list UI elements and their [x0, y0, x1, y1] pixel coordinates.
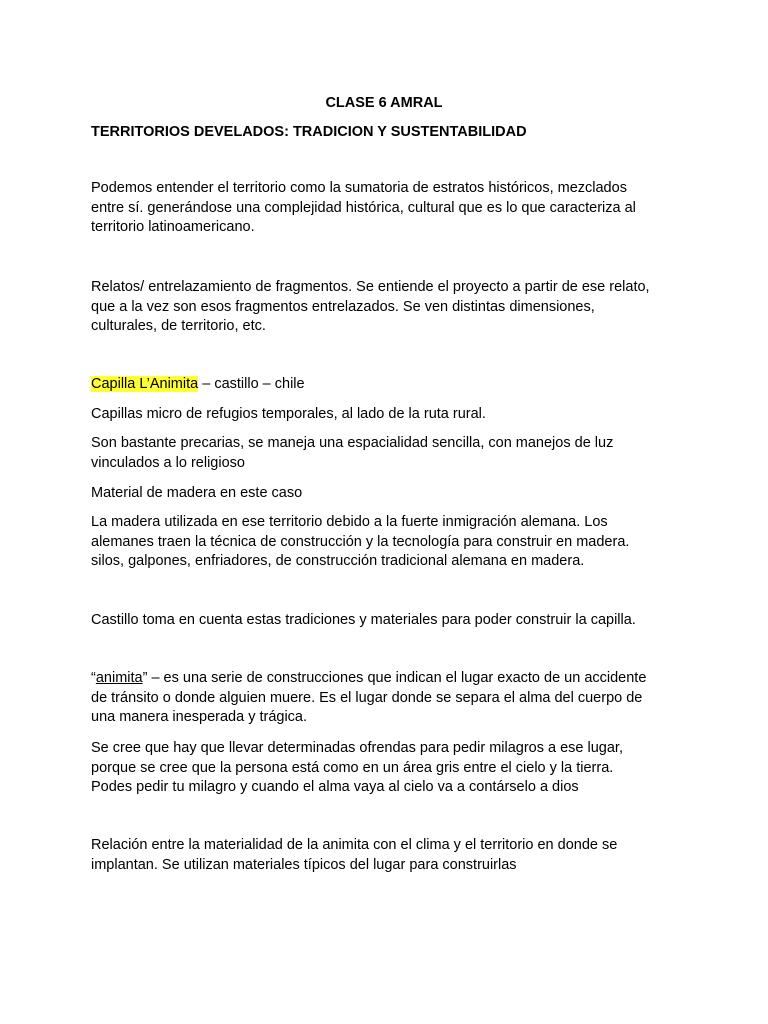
underlined-term: animita [95, 670, 143, 686]
text-line: alemanes traen la técnica de construcción y la tecnología para construir en madera. [91, 533, 630, 550]
text-line: porque se cree que la persona está como en un área gris entre el cielo y la tierra. [91, 759, 614, 776]
text-line: territorio latinoamericano. [91, 219, 255, 236]
paragraph-territorio [91, 179, 681, 238]
text-line: – castillo – chile [198, 376, 305, 392]
text-line: Material de madera en este caso [91, 485, 303, 501]
text-line: “ [91, 670, 96, 686]
text-line: culturales, de territorio, etc. [91, 318, 266, 335]
text-line: Se cree que hay que llevar determinadas ofrendas para pedir milagros a ese lugar, [91, 740, 623, 756]
document-subtitle: TERRITORIOS DEVELADOS: TRADICION Y SUSTENTABILIDAD [91, 124, 527, 140]
paragraph-madera [91, 513, 681, 572]
text-line: Relatos/ entrelazamiento de fragmentos. Se entiende el proyecto a partir de ese relato, [91, 279, 650, 295]
text-line: una manera inesperada y trágica. [91, 709, 308, 726]
text-line: Capillas micro de refugios temporales, al lado de la ruta rural. [91, 406, 486, 422]
text-line: ” – es una serie de construcciones que indican el lugar exacto de un accidente [142, 670, 647, 686]
paragraph-material [91, 484, 681, 504]
text-line: Son bastante precarias, se maneja una espacialidad sencilla, con manejos de luz [91, 435, 614, 451]
paragraph-animita [91, 669, 681, 728]
paragraph-ofrendas [91, 739, 681, 798]
paragraph-precarias [91, 434, 681, 473]
paragraph-castillo [91, 611, 681, 631]
paragraph-capillas-micro [91, 405, 681, 425]
text-line: de tránsito o donde alguien muere. Es el lugar donde se separa el alma del cuerpo de [91, 689, 643, 706]
paragraph-relacion [91, 836, 681, 875]
text-line: entre sí. generándose una complejidad histórica, cultural que es lo que caracteriza al [91, 199, 636, 216]
text-line: silos, galpones, enfriadores, de construcción tradicional alemana en madera. [91, 553, 585, 570]
text-line: Castillo toma en cuenta estas tradiciones y materiales para poder construir la capilla. [91, 612, 636, 628]
text-line: Podemos entender el territorio como la sumatoria de estratos históricos, mezclados [91, 180, 627, 196]
text-line: implantan. Se utilizan materiales típicos del lugar para construirlas [91, 856, 517, 873]
paragraph-capilla-heading [91, 375, 681, 395]
text-line: que a la vez son esos fragmentos entrelazados. Se ven distintas dimensiones, [91, 298, 595, 315]
text-line: vinculados a lo religioso [91, 454, 245, 471]
text-line: Podes pedir tu milagro y cuando el alma vaya al cielo va a contárselo a dios [91, 779, 579, 796]
text-line: La madera utilizada en ese territorio debido a la fuerte inmigración alemana. Los [91, 514, 608, 530]
text-line: Relación entre la materialidad de la animita con el clima y el territorio en donde se [91, 837, 618, 853]
highlighted-text: Capilla L’Animita [91, 376, 199, 392]
paragraph-relatos [91, 278, 681, 337]
document-title: CLASE 6 AMRAL [325, 95, 443, 111]
